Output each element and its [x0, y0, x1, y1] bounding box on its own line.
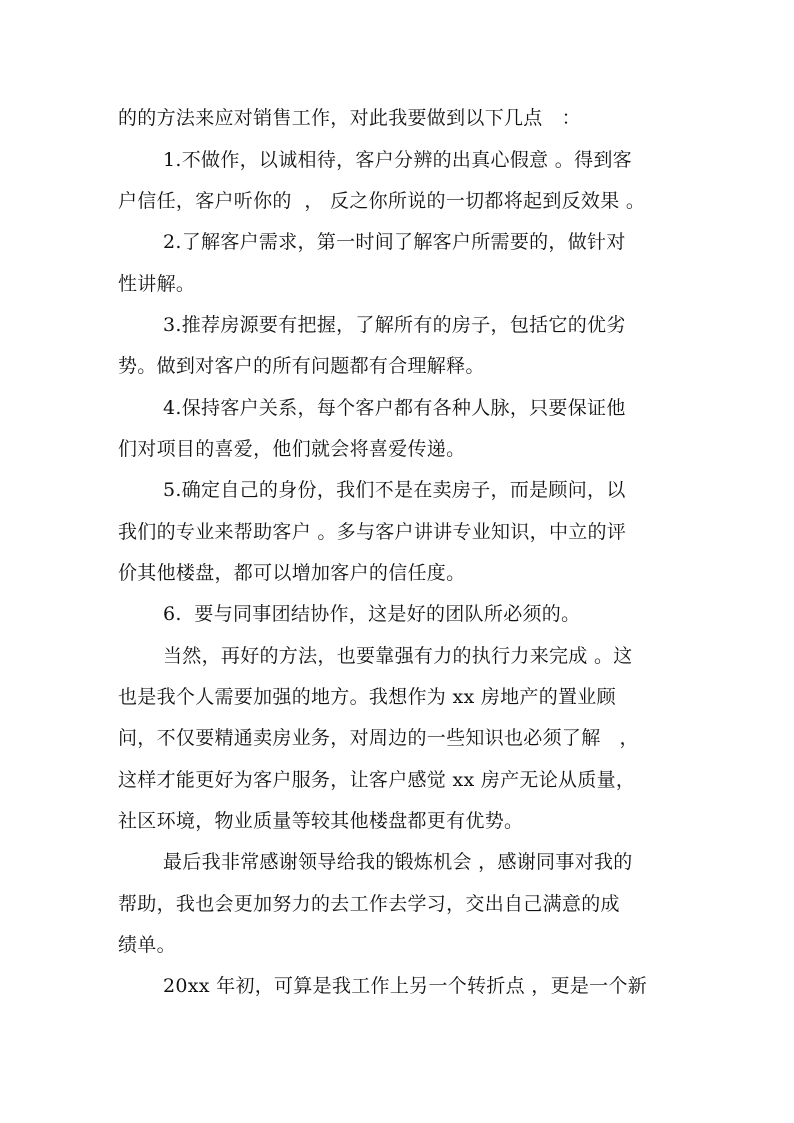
text-line: 绩单。 [118, 934, 176, 956]
text-line: 户信任，客户听你的 ， 反之你所说的一切都将起到反效果 。 [118, 190, 646, 212]
text-line: 3.推荐房源要有把握，了解所有的房子，包括它的优劣 [163, 314, 626, 336]
text-line: 20xx 年初，可算是我工作上另一个转折点 ，更是一个新 [163, 975, 648, 997]
text-line: 这样才能更好为客户服务，让客户感觉 xx 房产无论从质量， [118, 769, 636, 791]
text-line: 们对项目的喜爱，他们就会将喜爱传递。 [118, 438, 466, 460]
text-line: 价其他楼盘，都可以增加客户的信任度。 [118, 562, 466, 584]
text-line: 势。做到对客户的所有问题都有合理解释。 [118, 355, 485, 377]
text-line: 也是我个人需要加强的地方。我想作为 xx 房地产的置业顾 [118, 686, 616, 708]
text-line: 1.不做作，以诚相待，客户分辨的出真心假意 。得到客 [163, 149, 632, 171]
text-line: 的的方法来应对销售工作，对此我要做到以下几点 ： [118, 107, 581, 129]
text-line: 4.保持客户关系，每个客户都有各种人脉，只要保证他 [163, 397, 626, 419]
text-line: 问，不仅要精通卖房业务，对周边的一些知识也必须了解 ， [118, 727, 639, 749]
text-line: 2.了解客户需求，第一时间了解客户所需要的，做针对 [163, 231, 626, 253]
text-line: 5.确定自己的身份，我们不是在卖房子，而是顾问，以 [163, 479, 626, 501]
text-line: 我们的专业来帮助客户 。多与客户讲讲专业知识，中立的评 [118, 521, 627, 543]
text-line: 社区环境，物业质量等较其他楼盘都更有优势。 [118, 810, 524, 832]
text-line: 6. 要与同事团结协作，这是好的团队所必须的。 [163, 603, 581, 625]
text-line: 帮助，我也会更加努力的去工作去学习，交出自己满意的成 [118, 893, 620, 915]
text-line: 最后我非常感谢领导给我的锻炼机会 ，感谢同事对我的 [163, 851, 633, 873]
text-line: 当然，再好的方法，也要靠强有力的执行力来完成 。这 [163, 645, 633, 667]
text-line: 性讲解。 [118, 273, 196, 295]
